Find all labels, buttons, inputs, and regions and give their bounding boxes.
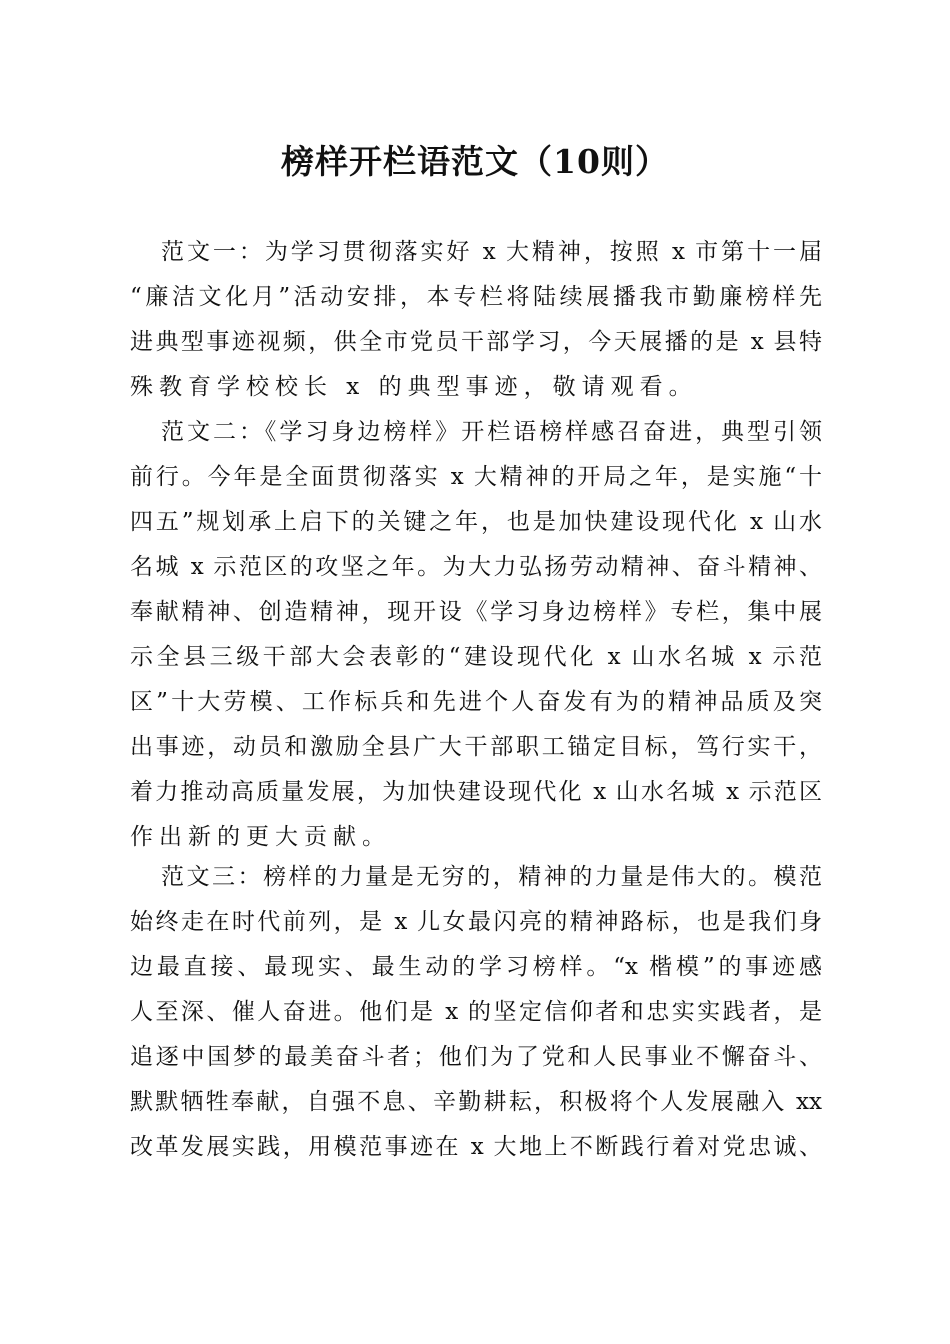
document-title: 榜样开栏语范文（10则） — [281, 142, 669, 181]
text-line: 着力推动高质量发展，为加快建设现代化 x 山水名城 x 示范区 — [130, 779, 822, 805]
text-line: 奉献精神、创造精神，现开设《学习身边榜样》专栏，集中展 — [130, 599, 822, 625]
text-line: 追逐中国梦的最美奋斗者；他们为了党和人民事业不懈奋斗、 — [130, 1044, 822, 1070]
paragraph-3 — [130, 855, 822, 1170]
text-line: 殊教育学校校长 x 的典型事迹，敬请观看。 — [130, 374, 698, 400]
text-line: 进典型事迹视频，供全市党员干部学习，今天展播的是 x 县特 — [130, 329, 822, 355]
text-line: 范文二：《学习身边榜样》开栏语榜样感召奋进，典型引领 — [161, 419, 822, 445]
text-line: 人至深、催人奋进。他们是 x 的坚定信仰者和忠实实践者，是 — [130, 999, 822, 1025]
text-line: 边最直接、最现实、最生动的学习榜样。“x 楷模”的事迹感 — [130, 954, 822, 980]
text-line: 默默牺牲奉献，自强不息、辛勤耕耘，积极将个人发展融入 xx — [130, 1089, 822, 1115]
text-line: 范文一：为学习贯彻落实好 x 大精神，按照 x 市第十一届 — [161, 239, 822, 265]
text-line: 始终走在时代前列，是 x 儿女最闪亮的精神路标，也是我们身 — [130, 909, 822, 935]
text-line: 出事迹，动员和激励全县广大干部职工锚定目标，笃行实干， — [130, 734, 822, 760]
text-line: 范文三：榜样的力量是无穷的，精神的力量是伟大的。模范 — [161, 864, 822, 890]
text-line: 示全县三级干部大会表彰的“建设现代化 x 山水名城 x 示范 — [130, 644, 822, 670]
text-line: 作出新的更大贡献。 — [130, 824, 391, 850]
text-line: 四五”规划承上启下的关键之年，也是加快建设现代化 x 山水 — [130, 509, 822, 535]
text-line: “廉洁文化月”活动安排，本专栏将陆续展播我市勤廉榜样先 — [130, 284, 822, 310]
text-line: 名城 x 示范区的攻坚之年。为大力弘扬劳动精神、奋斗精神、 — [130, 554, 822, 580]
paragraph-1 — [130, 230, 822, 410]
paragraph-2 — [130, 410, 822, 860]
text-line: 区”十大劳模、工作标兵和先进个人奋发有为的精神品质及突 — [130, 689, 822, 715]
text-line: 前行。今年是全面贯彻落实 x 大精神的开局之年，是实施“十 — [130, 464, 822, 490]
text-line: 改革发展实践，用模范事迹在 x 大地上不断践行着对党忠诚、 — [130, 1134, 822, 1160]
